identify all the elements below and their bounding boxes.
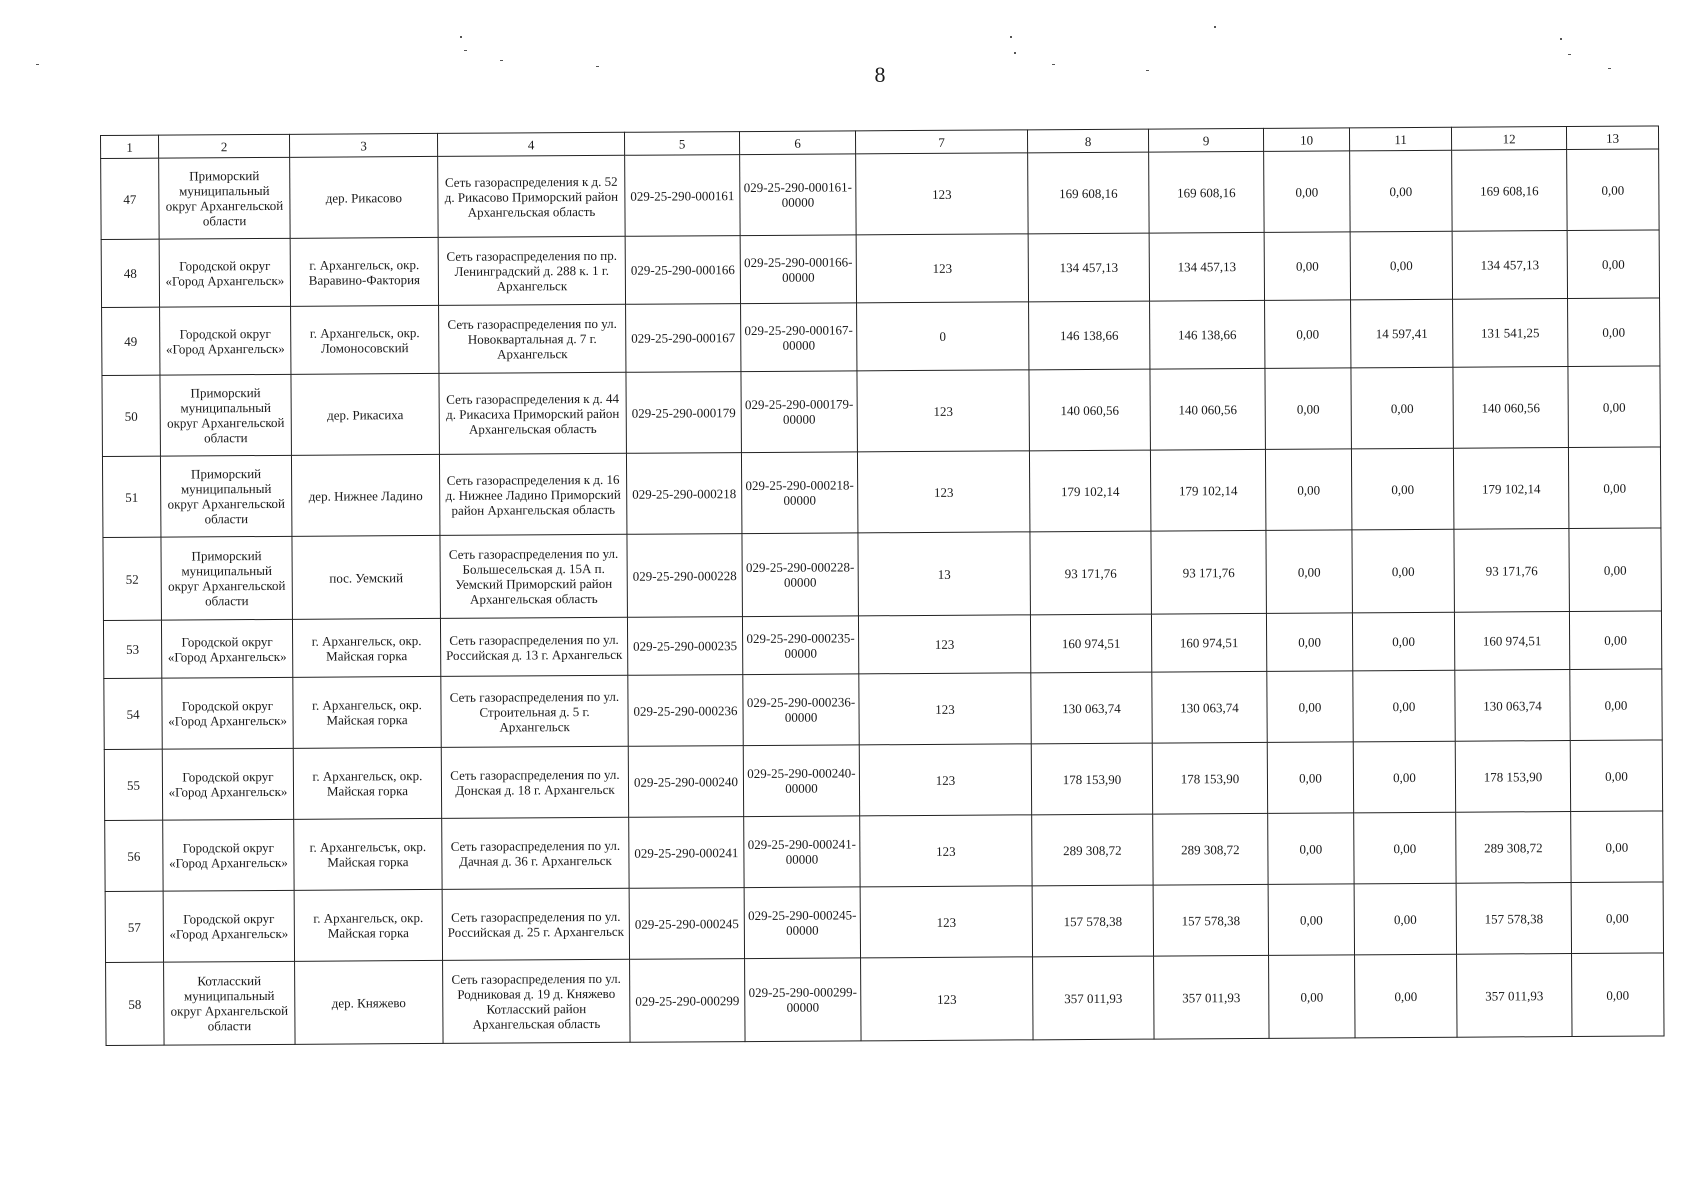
scan-speck <box>1560 38 1562 40</box>
col9-cell: 289 308,72 <box>1153 813 1268 885</box>
full-code-cell: 029-25-290-000167-00000 <box>741 303 857 372</box>
col11-cell: 0,00 <box>1353 741 1455 813</box>
code-cell: 029-25-290-000240 <box>628 746 743 818</box>
col9-cell: 169 608,16 <box>1149 151 1264 233</box>
scan-speck <box>1052 64 1055 65</box>
col12-cell: 131 541,25 <box>1453 299 1568 368</box>
header-cell: 4 <box>437 132 624 156</box>
col8-cell: 178 153,90 <box>1031 743 1152 815</box>
col12-cell: 130 063,74 <box>1455 670 1570 742</box>
col7-cell: 123 <box>857 451 1029 533</box>
code-cell: 029-25-290-000228 <box>627 534 743 618</box>
district-cell: Городской округ «Город Архангельск» <box>161 619 292 678</box>
col12-cell: 289 308,72 <box>1456 812 1571 884</box>
col11-cell: 14 597,41 <box>1351 299 1453 368</box>
col7-cell: 123 <box>860 815 1032 887</box>
row-number: 58 <box>106 962 165 1045</box>
col8-cell: 157 578,38 <box>1032 885 1153 957</box>
scan-speck <box>1568 54 1571 55</box>
col12-cell: 357 011,93 <box>1457 954 1573 1038</box>
row-number: 50 <box>102 375 160 456</box>
col12-cell: 179 102,14 <box>1453 448 1568 530</box>
locality-cell: г. Архангельск, окр. Майская горка <box>292 618 440 677</box>
col13-cell: 0,00 <box>1571 811 1663 883</box>
code-cell: 029-25-290-000245 <box>629 888 744 960</box>
table-row <box>102 298 1660 376</box>
col11-cell: 0,00 <box>1352 612 1454 671</box>
col11-cell: 0,00 <box>1350 150 1452 232</box>
col10-cell: 0,00 <box>1268 813 1354 885</box>
col7-cell: 123 <box>861 957 1034 1041</box>
scan-speck <box>464 50 467 51</box>
code-cell: 029-25-290-000161 <box>625 155 740 237</box>
header-cell: 9 <box>1148 128 1263 152</box>
col7-cell: 123 <box>857 370 1029 452</box>
row-number: 54 <box>104 678 162 749</box>
col7-cell: 123 <box>859 673 1031 745</box>
locality-cell: г. Архангельск, окр. Ломоносовский <box>291 305 439 374</box>
locality-cell: дер. Нижнее Ладино <box>291 454 439 536</box>
locality-cell: г. Архангельск, окр. Майская горка <box>293 676 441 748</box>
scan-speck <box>596 66 599 67</box>
col10-cell: 0,00 <box>1266 530 1353 614</box>
code-cell: 029-25-290-000241 <box>629 817 744 889</box>
table-row <box>102 447 1660 538</box>
table-row <box>104 740 1662 821</box>
district-cell: Приморский муниципальный округ Архангельской области <box>160 455 291 537</box>
header-cell: 13 <box>1566 126 1658 150</box>
table-row <box>105 811 1663 892</box>
col13-cell: 0,00 <box>1570 740 1662 812</box>
col10-cell: 0,00 <box>1267 742 1353 814</box>
col10-cell: 0,00 <box>1267 671 1353 743</box>
col8-cell: 140 060,56 <box>1029 369 1150 451</box>
code-cell: 029-25-290-000179 <box>626 372 741 454</box>
scan-speck <box>1010 36 1012 38</box>
row-number: 48 <box>101 239 159 307</box>
col9-cell: 146 138,66 <box>1150 300 1265 369</box>
header-cell: 6 <box>739 131 855 155</box>
locality-cell: г. Архангельск, окр. Майская горка <box>294 889 442 961</box>
district-cell: Городской округ «Город Архангельск» <box>162 677 293 749</box>
table-row <box>104 669 1662 750</box>
object-cell: Сеть газораспределения по ул. Дачная д. 36 г. Архангельск <box>442 817 629 889</box>
header-cell: 2 <box>159 134 290 158</box>
col9-cell: 134 457,13 <box>1149 232 1264 301</box>
table-row <box>106 953 1664 1046</box>
col9-cell: 130 063,74 <box>1152 671 1267 743</box>
col11-cell: 0,00 <box>1354 883 1456 955</box>
locality-cell: дер. Княжево <box>295 960 444 1044</box>
full-code-cell: 029-25-290-000241-00000 <box>744 816 860 888</box>
code-cell: 029-25-290-000299 <box>630 959 746 1043</box>
district-cell: Городской округ «Город Архангельск» <box>163 819 294 891</box>
col13-cell: 0,00 <box>1567 149 1659 231</box>
district-cell: Городской округ «Город Архангельск» <box>163 890 294 962</box>
col13-cell: 0,00 <box>1569 528 1662 612</box>
object-cell: Сеть газораспределения к д. 16 д. Нижнее Ладино Приморский район Архангельская область <box>439 453 626 535</box>
header-cell: 7 <box>855 130 1027 154</box>
district-cell: Приморский муниципальный округ Архангельской области <box>159 157 290 239</box>
col8-cell: 146 138,66 <box>1029 301 1150 370</box>
row-number: 55 <box>104 749 162 820</box>
col7-cell: 123 <box>856 234 1028 303</box>
header-cell: 5 <box>624 132 739 156</box>
col11-cell: 0,00 <box>1351 448 1453 530</box>
col10-cell: 0,00 <box>1265 449 1351 531</box>
col9-cell: 357 011,93 <box>1154 955 1270 1039</box>
col12-cell: 160 974,51 <box>1454 612 1569 671</box>
col12-cell: 157 578,38 <box>1456 883 1571 955</box>
col10-cell: 0,00 <box>1266 613 1352 672</box>
table-row <box>103 611 1661 679</box>
object-cell: Сеть газораспределения по ул. Большесельская д. 15А п. Уемский Приморский район Архангельская область <box>440 534 628 618</box>
code-cell: 029-25-290-000167 <box>626 304 741 373</box>
col9-cell: 93 171,76 <box>1151 530 1267 614</box>
object-cell: Сеть газораспределения по ул. Российская д. 25 г. Архангельск <box>442 888 629 960</box>
col9-cell: 140 060,56 <box>1150 368 1265 450</box>
col8-cell: 160 974,51 <box>1030 614 1151 673</box>
col12-cell: 140 060,56 <box>1453 367 1568 449</box>
col11-cell: 0,00 <box>1353 670 1455 742</box>
district-cell: Городской округ «Город Архангельск» <box>159 238 290 307</box>
col8-cell: 134 457,13 <box>1028 233 1149 302</box>
col7-cell: 123 <box>860 886 1032 958</box>
district-cell: Городской округ «Город Архангельск» <box>160 306 291 375</box>
header-cell: 12 <box>1451 127 1566 151</box>
col10-cell: 0,00 <box>1269 955 1356 1039</box>
district-cell: Городской округ «Город Архангельск» <box>162 748 293 820</box>
col7-cell: 13 <box>858 532 1031 616</box>
code-cell: 029-25-290-000218 <box>626 453 741 535</box>
locality-cell: пос. Уемский <box>292 535 441 619</box>
col10-cell: 0,00 <box>1264 232 1350 301</box>
object-cell: Сеть газораспределения по ул. Донская д. 18 г. Архангельск <box>441 746 628 818</box>
col8-cell: 357 011,93 <box>1033 956 1155 1040</box>
district-cell: Котласский муниципальный округ Архангельской области <box>164 961 296 1045</box>
table-row <box>101 149 1659 240</box>
code-cell: 029-25-290-000235 <box>627 617 742 676</box>
col7-cell: 123 <box>856 153 1028 235</box>
col12-cell: 93 171,76 <box>1454 529 1570 613</box>
object-cell: Сеть газораспределения по пр. Ленинградский д. 288 к. 1 г. Архангельск <box>438 236 625 305</box>
scan-speck <box>1214 26 1216 28</box>
row-number: 56 <box>105 820 163 891</box>
locality-cell: г. Архангельсък, окр. Майская горка <box>294 818 442 890</box>
col11-cell: 0,00 <box>1351 367 1453 449</box>
col8-cell: 179 102,14 <box>1029 450 1150 532</box>
full-code-cell: 029-25-290-000240-00000 <box>743 745 859 817</box>
col10-cell: 0,00 <box>1265 300 1351 369</box>
scan-speck <box>1014 52 1016 54</box>
col12-cell: 169 608,16 <box>1452 150 1567 232</box>
header-cell: 1 <box>101 135 159 158</box>
object-cell: Сеть газораспределения по ул. Родниковая д. 19 д. Княжево Котласский район Архангельская область <box>443 959 631 1043</box>
col10-cell: 0,00 <box>1265 368 1351 450</box>
col10-cell: 0,00 <box>1264 151 1350 233</box>
table-row <box>102 366 1660 457</box>
scan-speck <box>1146 70 1149 71</box>
col9-cell: 179 102,14 <box>1150 449 1265 531</box>
col11-cell: 0,00 <box>1355 954 1458 1038</box>
code-cell: 029-25-290-000166 <box>625 236 740 305</box>
scan-speck <box>1608 68 1611 69</box>
table-row <box>103 528 1661 621</box>
locality-cell: дер. Рикасиха <box>291 373 439 455</box>
col13-cell: 0,00 <box>1570 669 1662 741</box>
full-code-cell: 029-25-290-000166-00000 <box>740 235 856 304</box>
full-code-cell: 029-25-290-000218-00000 <box>741 452 857 534</box>
col13-cell: 0,00 <box>1567 230 1659 299</box>
scan-speck <box>36 64 39 65</box>
object-cell: Сеть газораспределения по ул. Российская д. 13 г. Архангельск <box>440 617 627 676</box>
col10-cell: 0,00 <box>1268 884 1354 956</box>
col9-cell: 160 974,51 <box>1151 613 1266 672</box>
district-cell: Приморский муниципальный округ Архангельской области <box>160 374 291 456</box>
full-code-cell: 029-25-290-000179-00000 <box>741 371 857 453</box>
object-cell: Сеть газораспределения по ул. Строительная д. 5 г. Архангельск <box>441 675 628 747</box>
full-code-cell: 029-25-290-000228-00000 <box>742 533 859 617</box>
code-cell: 029-25-290-000236 <box>628 675 743 747</box>
row-number: 49 <box>102 307 160 375</box>
row-number: 57 <box>105 891 163 962</box>
col9-cell: 157 578,38 <box>1153 884 1268 956</box>
full-code-cell: 029-25-290-000299-00000 <box>745 958 862 1042</box>
col13-cell: 0,00 <box>1571 882 1663 954</box>
col7-cell: 0 <box>857 302 1029 371</box>
scan-speck <box>500 60 503 61</box>
col13-cell: 0,00 <box>1568 366 1660 448</box>
table-row <box>105 882 1663 963</box>
col11-cell: 0,00 <box>1350 231 1452 300</box>
col8-cell: 130 063,74 <box>1031 672 1152 744</box>
col8-cell: 93 171,76 <box>1030 531 1152 615</box>
object-cell: Сеть газораспределения к д. 44 д. Рикасиха Приморский район Архангельская область <box>439 372 626 454</box>
row-number: 52 <box>103 537 162 620</box>
col13-cell: 0,00 <box>1572 953 1665 1037</box>
gas-network-table <box>100 125 1665 1046</box>
col13-cell: 0,00 <box>1569 611 1661 670</box>
header-cell: 11 <box>1349 127 1451 151</box>
header-cell: 3 <box>289 133 437 157</box>
col11-cell: 0,00 <box>1352 529 1455 613</box>
row-number: 53 <box>103 620 161 678</box>
col9-cell: 178 153,90 <box>1152 742 1267 814</box>
col12-cell: 178 153,90 <box>1455 741 1570 813</box>
row-number: 47 <box>101 158 159 239</box>
col12-cell: 134 457,13 <box>1452 231 1567 300</box>
full-code-cell: 029-25-290-000161-00000 <box>740 154 856 236</box>
header-cell: 10 <box>1263 128 1349 152</box>
full-code-cell: 029-25-290-000236-00000 <box>743 674 859 746</box>
locality-cell: г. Архангельск, окр. Варавино-Фактория <box>290 237 438 306</box>
locality-cell: дер. Рикасово <box>290 156 438 238</box>
locality-cell: г. Архангельск, окр. Майская горка <box>293 747 441 819</box>
object-cell: Сеть газораспределения по ул. Новоквартальная д. 7 г. Архангельск <box>439 304 626 373</box>
col13-cell: 0,00 <box>1568 298 1660 367</box>
table-row <box>101 230 1659 308</box>
col7-cell: 123 <box>858 615 1030 674</box>
scan-speck <box>460 36 462 38</box>
full-code-cell: 029-25-290-000245-00000 <box>744 887 860 959</box>
full-code-cell: 029-25-290-000235-00000 <box>742 616 858 675</box>
col13-cell: 0,00 <box>1568 447 1660 529</box>
col8-cell: 289 308,72 <box>1032 814 1153 886</box>
col7-cell: 123 <box>859 744 1031 816</box>
row-number: 51 <box>102 456 160 537</box>
object-cell: Сеть газораспределения к д. 52 д. Рикасово Приморский район Архангельская область <box>438 155 625 237</box>
page-number: 8 <box>874 62 886 87</box>
header-cell: 8 <box>1027 129 1148 153</box>
col11-cell: 0,00 <box>1354 812 1456 884</box>
col8-cell: 169 608,16 <box>1028 152 1149 234</box>
district-cell: Приморский муниципальный округ Архангельской области <box>161 536 293 620</box>
